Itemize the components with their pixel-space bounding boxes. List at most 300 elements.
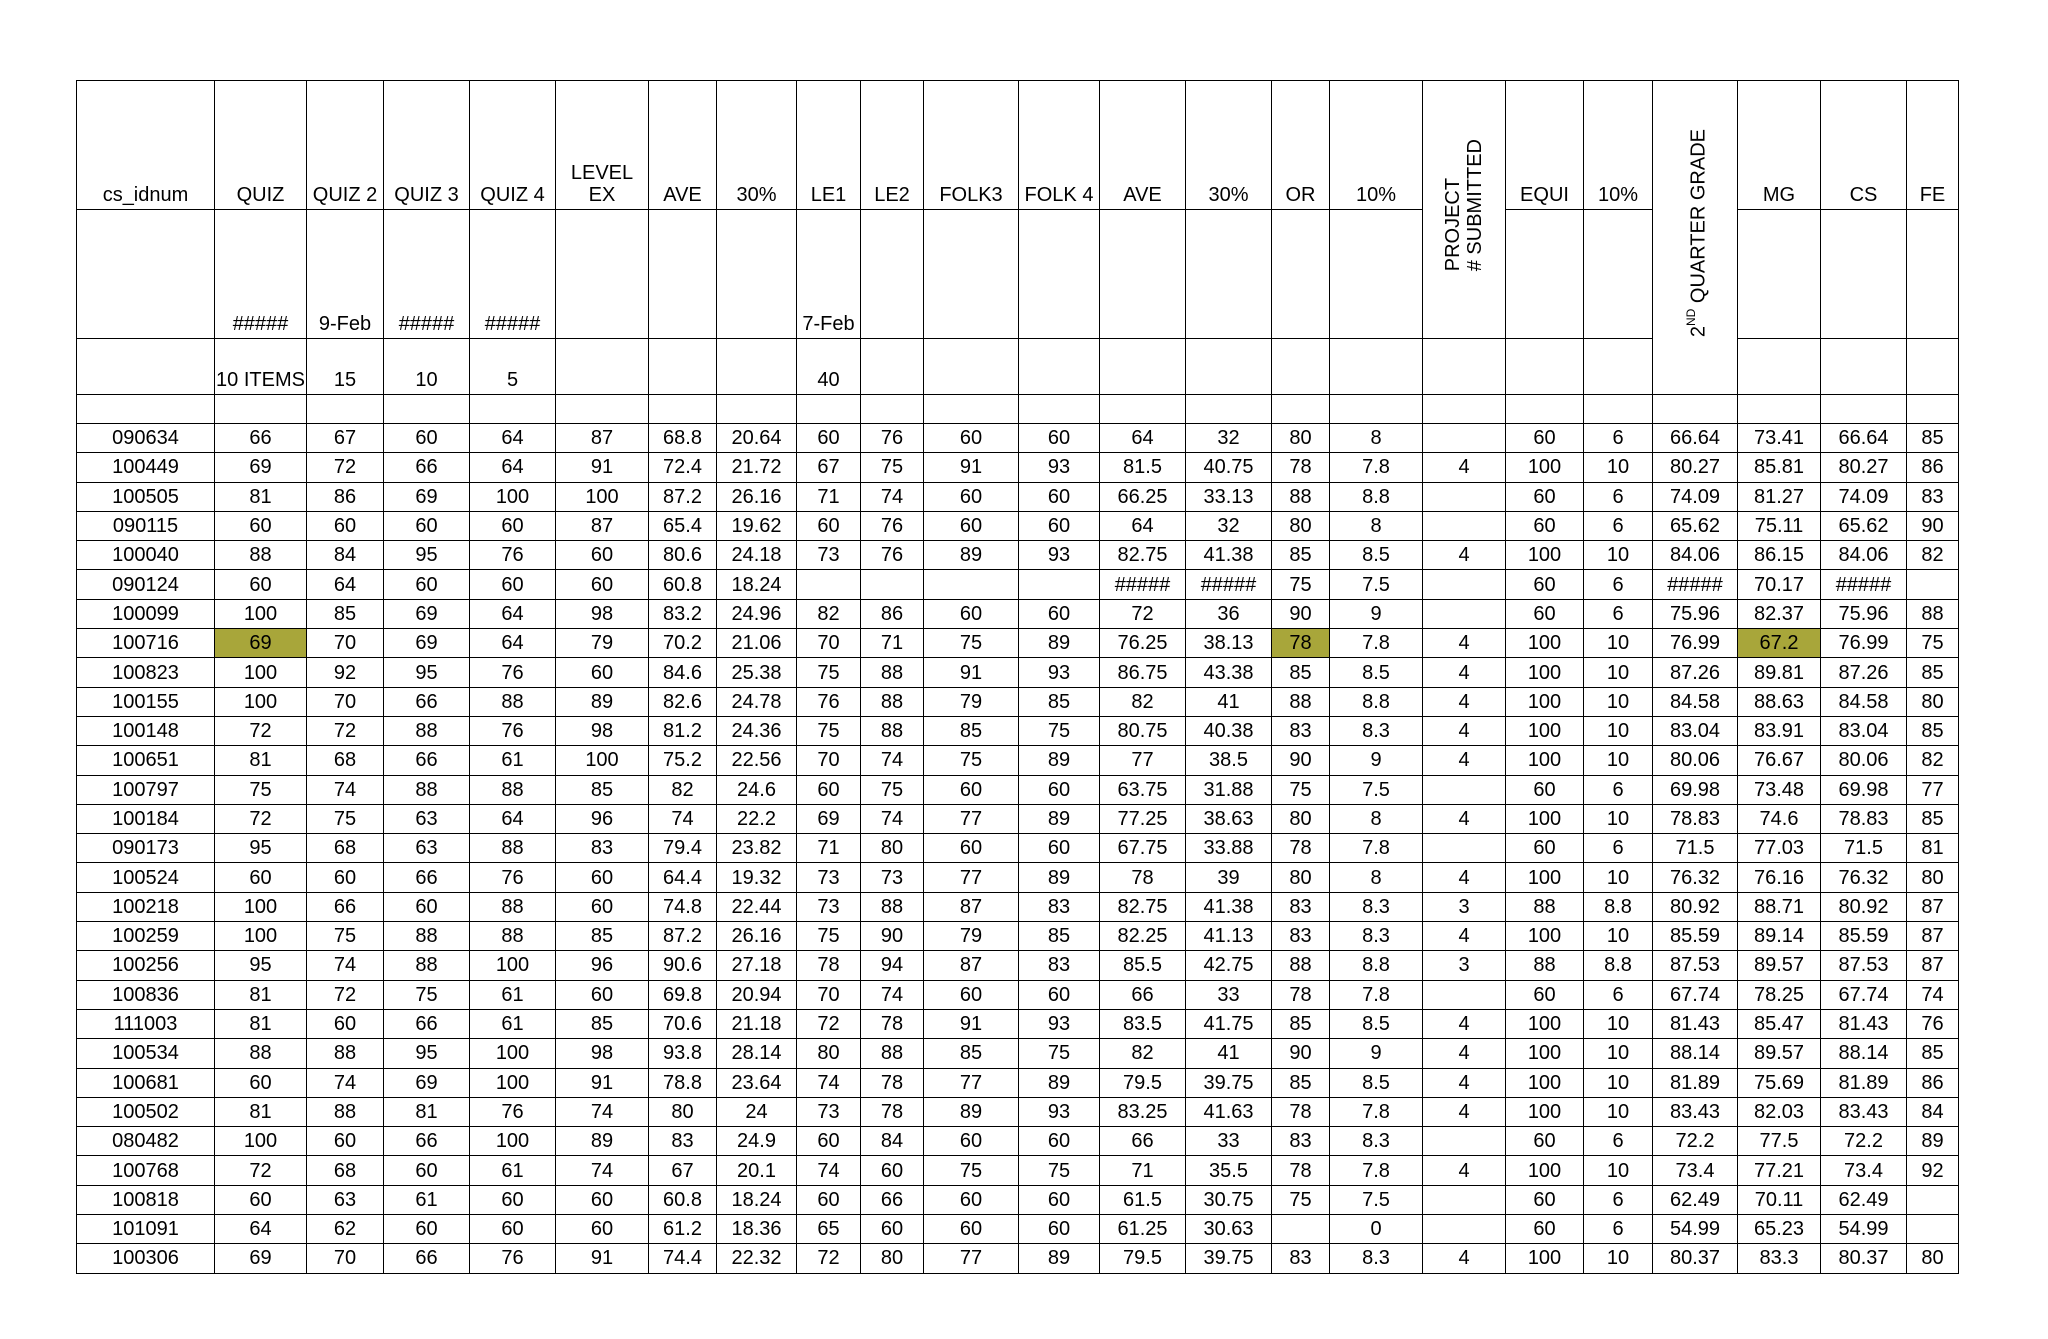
table-cell: 74.09 xyxy=(1821,482,1907,511)
table-cell: 61.5 xyxy=(1100,1185,1186,1214)
table-cell: 91 xyxy=(924,1009,1019,1038)
table-cell xyxy=(1423,1127,1506,1156)
table-cell: 22.2 xyxy=(717,804,797,833)
table-cell: 8 xyxy=(1330,424,1423,453)
table-cell: 73.48 xyxy=(1738,775,1821,804)
table-cell: 100534 xyxy=(77,1039,215,1068)
table-cell: 61 xyxy=(470,1156,556,1185)
date-cell xyxy=(1272,210,1330,339)
table-cell: 62.49 xyxy=(1653,1185,1738,1214)
table-cell: 63 xyxy=(307,1185,384,1214)
table-cell: 66 xyxy=(1100,980,1186,1009)
table-cell: 85 xyxy=(1272,1068,1330,1097)
table-cell: 87 xyxy=(556,424,649,453)
table-cell: 60 xyxy=(384,1215,470,1244)
table-cell: 8.3 xyxy=(1330,1244,1423,1273)
table-cell: 80 xyxy=(797,1039,861,1068)
table-cell: 70 xyxy=(307,687,384,716)
table-cell: 91 xyxy=(924,453,1019,482)
table-cell: 7.8 xyxy=(1330,453,1423,482)
date-cell xyxy=(1907,210,1959,339)
table-cell: 7.8 xyxy=(1330,629,1423,658)
table-cell: 100155 xyxy=(77,687,215,716)
table-cell: 78 xyxy=(1272,453,1330,482)
table-cell: 75.69 xyxy=(1738,1068,1821,1097)
table-cell: 60 xyxy=(556,863,649,892)
table-cell: 19.32 xyxy=(717,863,797,892)
table-cell: 82 xyxy=(1100,687,1186,716)
table-cell: 8 xyxy=(1330,804,1423,833)
table-cell: 7.8 xyxy=(1330,1097,1423,1126)
table-cell: 84 xyxy=(1907,1097,1959,1126)
table-cell: 60 xyxy=(470,1215,556,1244)
table-cell: 82 xyxy=(1100,1039,1186,1068)
items-cell: 5 xyxy=(470,339,556,395)
table-cell: 93 xyxy=(1019,453,1100,482)
table-cell: 85 xyxy=(307,599,384,628)
col-header-quarter-grade xyxy=(1653,81,1738,395)
table-cell: 100259 xyxy=(77,922,215,951)
table-cell: 60 xyxy=(924,1127,1019,1156)
table-cell: 65.4 xyxy=(649,511,717,540)
table-cell: 63 xyxy=(384,804,470,833)
table-cell: 89 xyxy=(924,1097,1019,1126)
date-cell xyxy=(717,210,797,339)
table-cell: 8.5 xyxy=(1330,541,1423,570)
table-cell: 100 xyxy=(215,1127,307,1156)
table-row xyxy=(77,1127,1959,1156)
table-cell: 75 xyxy=(1272,570,1330,599)
table-cell: 4 xyxy=(1423,1244,1506,1273)
table-cell: 60 xyxy=(556,541,649,570)
table-cell: 24.6 xyxy=(717,775,797,804)
table-cell: 39 xyxy=(1186,863,1272,892)
table-cell: 41 xyxy=(1186,1039,1272,1068)
table-cell: 83 xyxy=(1272,892,1330,921)
table-cell: 24 xyxy=(717,1097,797,1126)
table-cell: 78 xyxy=(797,951,861,980)
table-cell: 85 xyxy=(1272,658,1330,687)
table-cell: 60 xyxy=(556,658,649,687)
table-cell: 60 xyxy=(384,570,470,599)
table-cell: 24.18 xyxy=(717,541,797,570)
table-cell: 83 xyxy=(556,834,649,863)
table-cell: 69.98 xyxy=(1653,775,1738,804)
table-cell: 100148 xyxy=(77,716,215,745)
table-cell: 64 xyxy=(470,629,556,658)
highlighted-cell: 78 xyxy=(1272,629,1330,658)
table-cell: 0 xyxy=(1330,1215,1423,1244)
date-cell xyxy=(861,210,924,339)
date-cell xyxy=(1584,210,1653,339)
table-cell: 79 xyxy=(924,922,1019,951)
table-cell: 60 xyxy=(215,1068,307,1097)
table-cell: 74 xyxy=(649,804,717,833)
table-cell: 10 xyxy=(1584,1244,1653,1273)
table-cell: 74 xyxy=(556,1097,649,1126)
table-cell: 83.43 xyxy=(1821,1097,1907,1126)
table-cell: 77 xyxy=(1907,775,1959,804)
table-cell: 24.36 xyxy=(717,716,797,745)
table-cell: 80 xyxy=(1272,424,1330,453)
table-cell: 85 xyxy=(1019,922,1100,951)
table-cell: 93 xyxy=(1019,1097,1100,1126)
table-cell: 95 xyxy=(384,1039,470,1068)
table-cell: 60 xyxy=(1506,570,1584,599)
table-cell: 90 xyxy=(1907,511,1959,540)
table-cell: 10 xyxy=(1584,863,1653,892)
table-cell: 18.24 xyxy=(717,570,797,599)
table-cell xyxy=(924,570,1019,599)
table-cell: 80.92 xyxy=(1821,892,1907,921)
table-cell: 73 xyxy=(861,863,924,892)
table-cell: 70.6 xyxy=(649,1009,717,1038)
table-cell: 66.64 xyxy=(1653,424,1738,453)
date-cell xyxy=(1100,210,1186,339)
table-cell: 88.71 xyxy=(1738,892,1821,921)
table-cell: 6 xyxy=(1584,1215,1653,1244)
table-cell: 89 xyxy=(1019,804,1100,833)
table-cell: 77.25 xyxy=(1100,804,1186,833)
table-cell: 100 xyxy=(1506,746,1584,775)
table-cell: 4 xyxy=(1423,658,1506,687)
table-cell: 30.63 xyxy=(1186,1215,1272,1244)
table-cell: 6 xyxy=(1584,599,1653,628)
table-cell: 60 xyxy=(797,511,861,540)
table-cell: 100 xyxy=(1506,629,1584,658)
table-cell: 85 xyxy=(556,775,649,804)
col-header-cs-idnum: cs_idnum xyxy=(77,81,215,210)
table-cell: 74 xyxy=(556,1156,649,1185)
table-cell: 80 xyxy=(1272,863,1330,892)
table-cell: 80.6 xyxy=(649,541,717,570)
table-cell: 4 xyxy=(1423,1009,1506,1038)
table-cell: 74 xyxy=(797,1068,861,1097)
table-cell: 76 xyxy=(470,1244,556,1273)
table-cell: 090634 xyxy=(77,424,215,453)
table-cell: 33 xyxy=(1186,1127,1272,1156)
table-row xyxy=(77,951,1959,980)
table-cell: 67.74 xyxy=(1653,980,1738,1009)
table-cell: 33.13 xyxy=(1186,482,1272,511)
table-cell: 75 xyxy=(861,453,924,482)
table-cell: 100836 xyxy=(77,980,215,1009)
student-rows xyxy=(77,424,1959,1274)
table-cell: 88 xyxy=(861,716,924,745)
table-cell: 88 xyxy=(384,951,470,980)
table-cell: 100099 xyxy=(77,599,215,628)
table-cell: 87 xyxy=(924,892,1019,921)
table-cell: 82 xyxy=(1907,746,1959,775)
table-row xyxy=(77,1215,1959,1244)
col-header-le1: LE1 xyxy=(797,81,861,210)
table-cell: 80.27 xyxy=(1821,453,1907,482)
table-row xyxy=(77,687,1959,716)
table-cell: 28.14 xyxy=(717,1039,797,1068)
table-cell: 88.63 xyxy=(1738,687,1821,716)
table-cell: 64.4 xyxy=(649,863,717,892)
table-cell: 18.24 xyxy=(717,1185,797,1214)
table-cell: 66 xyxy=(384,687,470,716)
table-cell: 100 xyxy=(470,1127,556,1156)
table-cell: 10 xyxy=(1584,804,1653,833)
col-header-equi: EQUI xyxy=(1506,81,1584,210)
table-cell: 9 xyxy=(1330,599,1423,628)
table-cell: 080482 xyxy=(77,1127,215,1156)
table-cell: 26.16 xyxy=(717,922,797,951)
table-cell: 41.38 xyxy=(1186,541,1272,570)
table-cell: 75.96 xyxy=(1821,599,1907,628)
items-cell xyxy=(1423,339,1506,395)
table-cell: 66 xyxy=(384,746,470,775)
table-cell: 100 xyxy=(470,951,556,980)
table-cell: 81.43 xyxy=(1653,1009,1738,1038)
table-cell: 73 xyxy=(797,541,861,570)
table-cell: 60 xyxy=(924,834,1019,863)
table-cell: 81.2 xyxy=(649,716,717,745)
table-row xyxy=(77,746,1959,775)
table-cell: 84 xyxy=(861,1127,924,1156)
table-cell: 71 xyxy=(797,834,861,863)
table-cell: 86.15 xyxy=(1738,541,1821,570)
table-cell: 93 xyxy=(1019,1009,1100,1038)
table-cell: 100681 xyxy=(77,1068,215,1097)
table-cell: 4 xyxy=(1423,746,1506,775)
table-cell: 60 xyxy=(215,570,307,599)
table-cell: 60 xyxy=(384,1156,470,1185)
table-cell: 73.4 xyxy=(1821,1156,1907,1185)
table-cell: 20.94 xyxy=(717,980,797,1009)
table-cell: 8.8 xyxy=(1330,482,1423,511)
table-cell: 4 xyxy=(1423,1156,1506,1185)
table-cell: 96 xyxy=(556,804,649,833)
table-cell: 82.75 xyxy=(1100,541,1186,570)
table-cell: 90 xyxy=(1272,599,1330,628)
table-cell: 60 xyxy=(307,1009,384,1038)
table-cell: 60 xyxy=(797,775,861,804)
table-cell: 72 xyxy=(1100,599,1186,628)
table-cell: 75.11 xyxy=(1738,511,1821,540)
table-cell: 77.21 xyxy=(1738,1156,1821,1185)
table-cell: 100 xyxy=(470,1039,556,1068)
table-cell: 111003 xyxy=(77,1009,215,1038)
table-cell: 80 xyxy=(1272,804,1330,833)
table-cell: 60 xyxy=(924,482,1019,511)
table-cell: 66 xyxy=(861,1185,924,1214)
table-cell: 9 xyxy=(1330,1039,1423,1068)
table-cell: 64 xyxy=(470,804,556,833)
table-cell: 83 xyxy=(1272,1244,1330,1273)
table-cell: 81.89 xyxy=(1653,1068,1738,1097)
items-cell xyxy=(861,339,924,395)
table-cell: 90 xyxy=(861,922,924,951)
table-cell: 83 xyxy=(1019,951,1100,980)
table-cell: 60 xyxy=(470,570,556,599)
table-cell: 83 xyxy=(1272,922,1330,951)
table-cell: 66 xyxy=(215,424,307,453)
table-cell: 10 xyxy=(1584,453,1653,482)
table-cell xyxy=(1423,834,1506,863)
table-cell: 88 xyxy=(861,1039,924,1068)
table-cell: 70 xyxy=(797,980,861,1009)
table-cell: 92 xyxy=(1907,1156,1959,1185)
col-header-30pct: 30% xyxy=(717,81,797,210)
table-cell: 36 xyxy=(1186,599,1272,628)
table-cell: 100 xyxy=(1506,1039,1584,1068)
table-cell: 10 xyxy=(1584,1009,1653,1038)
table-cell: 60 xyxy=(470,1185,556,1214)
table-cell: 77 xyxy=(924,863,1019,892)
table-cell: 73 xyxy=(797,892,861,921)
table-cell: 82.6 xyxy=(649,687,717,716)
table-cell: 83 xyxy=(1019,892,1100,921)
table-cell xyxy=(1907,1215,1959,1244)
table-cell: 100818 xyxy=(77,1185,215,1214)
table-cell: 88 xyxy=(1506,892,1584,921)
table-cell: 6 xyxy=(1584,775,1653,804)
table-cell: 77.03 xyxy=(1738,834,1821,863)
table-cell: 76.25 xyxy=(1100,629,1186,658)
table-cell: 88 xyxy=(1907,599,1959,628)
table-cell: 20.64 xyxy=(717,424,797,453)
table-cell: 39.75 xyxy=(1186,1068,1272,1097)
table-cell: 100524 xyxy=(77,863,215,892)
table-cell: 74.8 xyxy=(649,892,717,921)
table-cell: 75 xyxy=(215,775,307,804)
table-cell: 10 xyxy=(1584,629,1653,658)
table-cell: 10 xyxy=(1584,746,1653,775)
table-cell xyxy=(1423,424,1506,453)
table-cell: 60 xyxy=(307,863,384,892)
table-cell: 64 xyxy=(470,453,556,482)
table-cell: 40.75 xyxy=(1186,453,1272,482)
table-cell: 4 xyxy=(1423,1039,1506,1068)
table-cell: 76 xyxy=(470,863,556,892)
table-cell: 60 xyxy=(215,863,307,892)
table-cell: 88 xyxy=(470,834,556,863)
table-row xyxy=(77,658,1959,687)
table-cell: 100 xyxy=(1506,804,1584,833)
table-cell: 62.49 xyxy=(1821,1185,1907,1214)
table-cell: 100 xyxy=(556,746,649,775)
table-cell: 70.11 xyxy=(1738,1185,1821,1214)
table-cell: 74 xyxy=(861,746,924,775)
table-cell: 62 xyxy=(307,1215,384,1244)
table-cell: 74 xyxy=(1907,980,1959,1009)
table-cell: 60 xyxy=(924,1185,1019,1214)
table-cell: 60 xyxy=(1506,1185,1584,1214)
table-cell: 85.5 xyxy=(1100,951,1186,980)
table-cell: 93 xyxy=(1019,658,1100,687)
table-cell: 42.75 xyxy=(1186,951,1272,980)
table-cell: 74.6 xyxy=(1738,804,1821,833)
table-cell: 100 xyxy=(215,922,307,951)
col-header-10pct-2: 10% xyxy=(1584,81,1653,210)
table-cell: 60 xyxy=(1506,482,1584,511)
table-cell: 84.06 xyxy=(1821,541,1907,570)
table-cell: 70.17 xyxy=(1738,570,1821,599)
table-cell: 81.5 xyxy=(1100,453,1186,482)
table-cell: 68.8 xyxy=(649,424,717,453)
table-cell: 61 xyxy=(470,1009,556,1038)
table-cell: 88 xyxy=(307,1097,384,1126)
table-cell: 89.81 xyxy=(1738,658,1821,687)
table-cell: 87.53 xyxy=(1653,951,1738,980)
table-cell: 72 xyxy=(215,1156,307,1185)
table-cell: 54.99 xyxy=(1821,1215,1907,1244)
table-cell: 100184 xyxy=(77,804,215,833)
table-cell: 82.75 xyxy=(1100,892,1186,921)
table-cell: 88 xyxy=(861,892,924,921)
table-cell: 69 xyxy=(384,629,470,658)
table-row xyxy=(77,482,1959,511)
col-header-mg: MG xyxy=(1738,81,1821,210)
col-header-le2: LE2 xyxy=(861,81,924,210)
table-cell: 74 xyxy=(797,1156,861,1185)
table-cell: 60 xyxy=(1506,1215,1584,1244)
table-cell: 85 xyxy=(1907,424,1959,453)
table-cell: 63.75 xyxy=(1100,775,1186,804)
table-cell: 60 xyxy=(924,1215,1019,1244)
table-cell: 60 xyxy=(1506,775,1584,804)
table-cell: 60 xyxy=(556,980,649,1009)
table-cell: 60 xyxy=(1019,1215,1100,1244)
table-cell: 86 xyxy=(861,599,924,628)
table-cell: 88 xyxy=(470,922,556,951)
table-cell: 6 xyxy=(1584,570,1653,599)
col-header-project-submitted xyxy=(1423,81,1506,339)
table-cell xyxy=(797,570,861,599)
table-cell: 85 xyxy=(1019,687,1100,716)
table-cell: 100256 xyxy=(77,951,215,980)
table-cell: 88.14 xyxy=(1821,1039,1907,1068)
table-cell: 70.2 xyxy=(649,629,717,658)
table-cell: 6 xyxy=(1584,980,1653,1009)
table-cell: 95 xyxy=(384,541,470,570)
table-cell: 100502 xyxy=(77,1097,215,1126)
table-cell: 66.64 xyxy=(1821,424,1907,453)
table-cell: 89 xyxy=(1907,1127,1959,1156)
table-cell: 88 xyxy=(307,1039,384,1068)
table-cell: 60 xyxy=(1019,1185,1100,1214)
date-cell xyxy=(556,210,649,339)
table-cell: 66 xyxy=(384,1127,470,1156)
table-cell: 81.43 xyxy=(1821,1009,1907,1038)
table-cell: 090124 xyxy=(77,570,215,599)
table-cell: 60.8 xyxy=(649,570,717,599)
table-cell: 91 xyxy=(556,1068,649,1097)
table-cell: 100 xyxy=(1506,716,1584,745)
table-cell: 64 xyxy=(307,570,384,599)
table-cell: 60 xyxy=(924,775,1019,804)
table-cell: 75 xyxy=(1019,716,1100,745)
table-cell: 81 xyxy=(215,746,307,775)
items-cell xyxy=(556,339,649,395)
table-cell: 7.8 xyxy=(1330,1156,1423,1185)
table-cell: 70 xyxy=(307,1244,384,1273)
table-cell: 83.91 xyxy=(1738,716,1821,745)
table-cell: 65.23 xyxy=(1738,1215,1821,1244)
col-header-10pct: 10% xyxy=(1330,81,1423,210)
table-cell: 76 xyxy=(470,1097,556,1126)
table-cell: 64 xyxy=(470,424,556,453)
items-cell xyxy=(1272,339,1330,395)
table-cell: 88 xyxy=(215,1039,307,1068)
table-row xyxy=(77,1244,1959,1273)
table-cell: 68 xyxy=(307,1156,384,1185)
table-cell: 83.04 xyxy=(1653,716,1738,745)
table-cell: 78 xyxy=(861,1068,924,1097)
